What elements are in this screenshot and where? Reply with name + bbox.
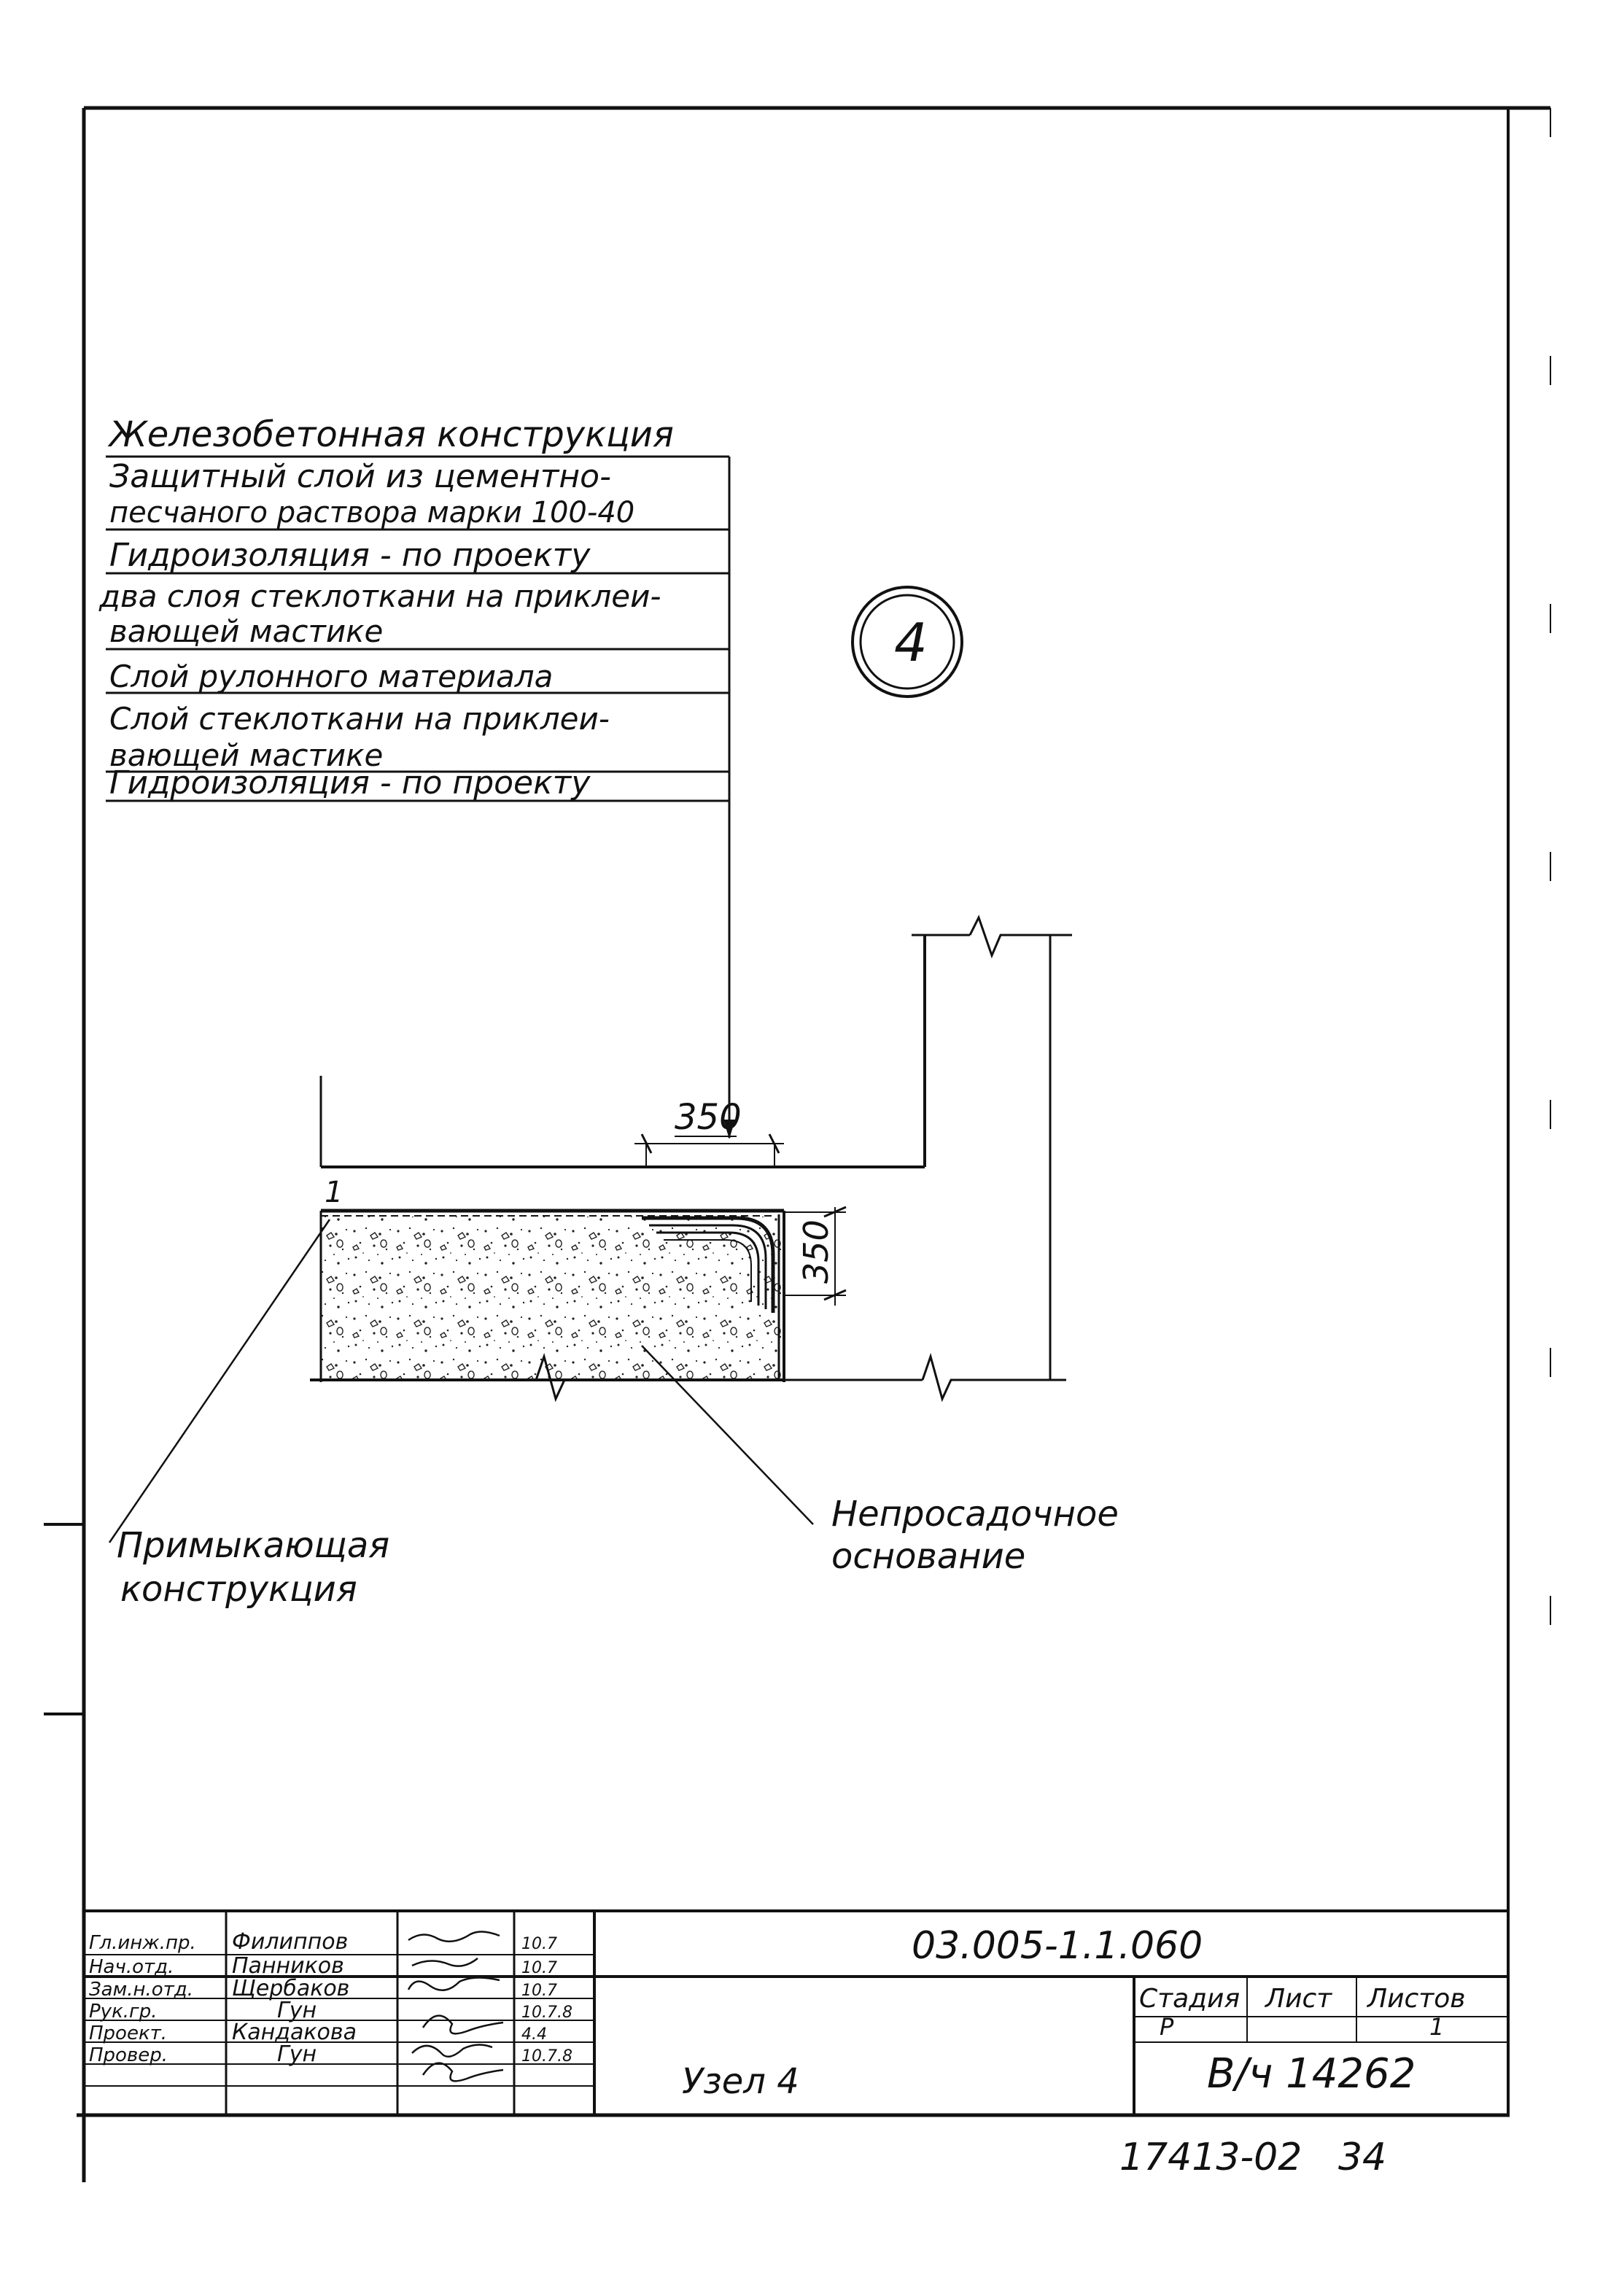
layer-label-two-fiberglass-1: два слоя стеклоткани на приклеи- [99, 578, 661, 614]
tb-role-5: Провер. [89, 2044, 168, 2066]
layer-legend [98, 414, 735, 1139]
tb-date-0: 10.7 [521, 1935, 557, 1953]
layer-label-rc: Железобетонная конструкция [109, 414, 674, 455]
layer-label-fiberglass-1: Слой стеклоткани на приклеи- [109, 701, 610, 737]
tb-name-0: Филиппов [232, 1929, 349, 1955]
dim-horizontal-text: 350 [675, 1097, 742, 1138]
tb-org: В/ч 14262 [1207, 2050, 1416, 2098]
tb-role-2: Зам.н.отд. [89, 1979, 194, 2001]
layer-label-fiberglass-2: вающей мастике [109, 737, 384, 773]
tb-name-5: Гун [277, 2041, 317, 2067]
layer-label-two-fiberglass-2: вающей мастике [109, 613, 384, 649]
layer-label-protect-2: песчаного раствора марки 100-40 [109, 496, 635, 530]
tb-sheets-value: 1 [1429, 2013, 1445, 2041]
tb-stage-header: Стадия [1139, 1984, 1241, 2014]
tb-date-4: 4.4 [521, 2025, 547, 2044]
callout-adjacent-2: конструкция [120, 1569, 357, 1610]
layer-label-waterproof-2: Гидроизоляция - по проекту [109, 764, 591, 802]
tb-name-3: Гун [277, 1998, 317, 2023]
title-block [84, 1911, 1508, 2115]
footer-stamp: 17413-02 34 [1119, 2136, 1387, 2179]
tb-doc-code: 03.005-1.1.060 [912, 1924, 1203, 1968]
tb-stage-value: Р [1160, 2013, 1174, 2041]
layer-label-protect-1: Защитный слой из цементно- [109, 458, 611, 495]
tb-role-1: Нач.отд. [89, 1956, 174, 1978]
tb-name-2: Щербаков [232, 1976, 350, 2001]
node-marker-4 [853, 587, 962, 697]
tb-role-0: Гл.инж.пр. [89, 1932, 196, 1954]
tb-sheet-header: Лист [1265, 1984, 1332, 2014]
tb-role-4: Проект. [89, 2022, 168, 2044]
tb-date-3: 10.7.8 [521, 2004, 572, 2022]
tb-role-3: Рук.гр. [89, 2001, 158, 2022]
tb-sheet-title: Узел 4 [682, 2061, 799, 2102]
node-marker-number: 4 [894, 612, 928, 673]
dim-vertical-text: 350 [796, 1219, 836, 1284]
layer-label-waterproof-1: Гидроизоляция - по проекту [109, 537, 591, 574]
dimension-horizontal [634, 1097, 784, 1167]
tb-name-1: Панников [232, 1953, 344, 1979]
tb-name-4: Кандакова [232, 2020, 357, 2045]
callout-adjacent-1: Примыкающая [117, 1525, 390, 1566]
layer-label-roll: Слой рулонного материала [109, 659, 554, 694]
leader-number: 1 [325, 1176, 343, 1209]
tb-date-5: 10.7.8 [521, 2047, 572, 2066]
tb-date-1: 10.7 [521, 1959, 557, 1977]
concrete-base [310, 1211, 784, 1399]
tb-sheets-header: Листов [1367, 1984, 1466, 2014]
tb-date-2: 10.7 [521, 1982, 557, 2000]
callout-foundation-2: основание [831, 1536, 1026, 1577]
dimension-vertical [784, 1207, 846, 1306]
callout-foundation-1: Непросадочное [831, 1494, 1119, 1535]
